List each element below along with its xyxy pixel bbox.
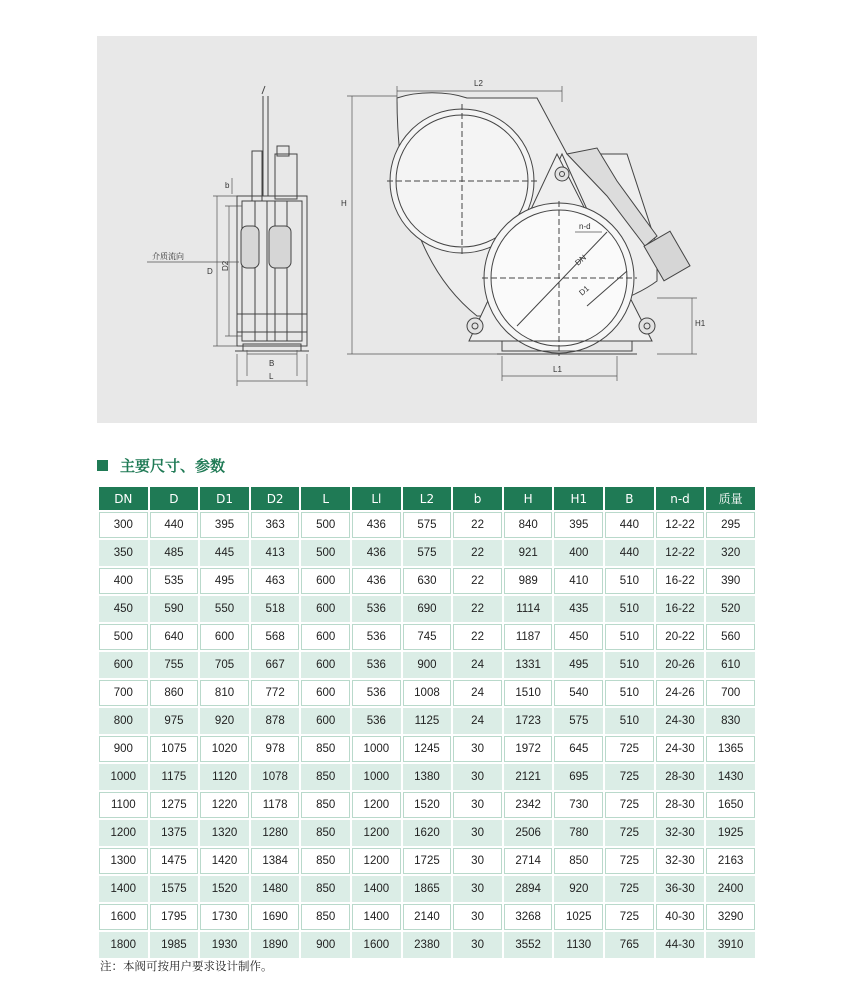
table-row (99, 512, 755, 538)
spec-table (97, 485, 757, 960)
table-cell: 510 (605, 652, 654, 678)
section-heading (97, 455, 225, 475)
table-cell: 1400 (99, 876, 148, 902)
table-cell: 536 (352, 680, 401, 706)
column-header: D1 (200, 487, 249, 510)
table-cell: 600 (99, 652, 148, 678)
table-cell: 600 (301, 680, 350, 706)
table-cell: 463 (251, 568, 300, 594)
technical-drawing (97, 36, 757, 423)
column-header: B (605, 487, 654, 510)
table-row (99, 596, 755, 622)
table-cell: 24 (453, 652, 502, 678)
table-cell: 1865 (403, 876, 452, 902)
table-cell: 700 (99, 680, 148, 706)
table-cell: 436 (352, 568, 401, 594)
table-cell: 435 (554, 596, 603, 622)
table-row (99, 792, 755, 818)
table-cell: 24 (453, 708, 502, 734)
table-cell: 500 (99, 624, 148, 650)
column-header: DN (99, 487, 148, 510)
table-cell: 30 (453, 736, 502, 762)
table-cell: 1380 (403, 764, 452, 790)
table-cell: 989 (504, 568, 553, 594)
table-cell: 3552 (504, 932, 553, 958)
table-cell: 1365 (706, 736, 755, 762)
dim-label-b-width: B (269, 359, 275, 368)
table-cell: 850 (301, 792, 350, 818)
table-cell: 2121 (504, 764, 553, 790)
table-cell: 978 (251, 736, 300, 762)
table-cell: 510 (605, 624, 654, 650)
table-cell: 320 (706, 540, 755, 566)
table-cell: 22 (453, 540, 502, 566)
table-cell: 725 (605, 736, 654, 762)
table-cell: 20-22 (656, 624, 705, 650)
table-cell: 295 (706, 512, 755, 538)
table-cell: 535 (150, 568, 199, 594)
table-cell: 600 (301, 568, 350, 594)
table-cell: 1930 (200, 932, 249, 958)
table-cell: 900 (301, 932, 350, 958)
table-cell: 667 (251, 652, 300, 678)
table-cell: 300 (99, 512, 148, 538)
table-cell: 850 (301, 736, 350, 762)
dim-label-l1: L1 (553, 365, 562, 374)
table-row (99, 764, 755, 790)
table-row (99, 568, 755, 594)
column-header: H1 (554, 487, 603, 510)
table-cell: 1520 (200, 876, 249, 902)
table-cell: 860 (150, 680, 199, 706)
table-cell: 28-30 (656, 792, 705, 818)
table-cell: 1320 (200, 820, 249, 846)
table-cell: 765 (605, 932, 654, 958)
dim-label-l2: L2 (474, 79, 483, 88)
table-cell: 1120 (200, 764, 249, 790)
table-cell: 575 (403, 540, 452, 566)
table-cell: 1400 (352, 876, 401, 902)
table-cell: 518 (251, 596, 300, 622)
dim-label-b: b (225, 181, 230, 190)
table-cell: 395 (554, 512, 603, 538)
table-cell: 1650 (706, 792, 755, 818)
table-body (99, 512, 755, 958)
table-cell: 1520 (403, 792, 452, 818)
table-cell: 600 (301, 652, 350, 678)
table-cell: 1178 (251, 792, 300, 818)
table-cell: 30 (453, 764, 502, 790)
table-cell: 2506 (504, 820, 553, 846)
table-cell: 600 (200, 624, 249, 650)
table-cell: 22 (453, 596, 502, 622)
table-cell: 1000 (352, 736, 401, 762)
table-cell: 536 (352, 708, 401, 734)
table-cell: 510 (605, 596, 654, 622)
table-row (99, 540, 755, 566)
column-header: b (453, 487, 502, 510)
table-cell: 755 (150, 652, 199, 678)
table-cell: 36-30 (656, 876, 705, 902)
table-cell: 12-22 (656, 512, 705, 538)
table-cell: 1220 (200, 792, 249, 818)
table-cell: 920 (200, 708, 249, 734)
flow-direction-label: 介质流向 (152, 252, 184, 261)
table-cell: 560 (706, 624, 755, 650)
table-header-row (99, 487, 755, 510)
table-cell: 2380 (403, 932, 452, 958)
table-cell: 568 (251, 624, 300, 650)
table-cell: 400 (99, 568, 148, 594)
table-cell: 810 (200, 680, 249, 706)
table-cell: 22 (453, 624, 502, 650)
table-cell: 1890 (251, 932, 300, 958)
table-cell: 730 (554, 792, 603, 818)
table-cell: 1400 (352, 904, 401, 930)
column-header: D2 (251, 487, 300, 510)
table-cell: 410 (554, 568, 603, 594)
table-cell: 600 (301, 624, 350, 650)
table-cell: 450 (99, 596, 148, 622)
table-cell: 30 (453, 904, 502, 930)
table-cell: 536 (352, 652, 401, 678)
table-row (99, 708, 755, 734)
table-cell: 12-22 (656, 540, 705, 566)
table-cell: 400 (554, 540, 603, 566)
table-cell: 590 (150, 596, 199, 622)
table-cell: 363 (251, 512, 300, 538)
table-cell: 3910 (706, 932, 755, 958)
table-cell: 390 (706, 568, 755, 594)
table-cell: 1475 (150, 848, 199, 874)
table-cell: 850 (301, 820, 350, 846)
dim-label-d2: D2 (221, 260, 230, 271)
table-cell: 1000 (352, 764, 401, 790)
table-cell: 1375 (150, 820, 199, 846)
dim-label-d1: D1 (577, 283, 591, 298)
table-cell: 772 (251, 680, 300, 706)
table-cell: 600 (301, 708, 350, 734)
table-cell: 500 (301, 512, 350, 538)
table-cell: 900 (99, 736, 148, 762)
table-cell: 1925 (706, 820, 755, 846)
table-row (99, 904, 755, 930)
dim-label-l: L (269, 372, 274, 381)
table-row (99, 876, 755, 902)
table-cell: 1078 (251, 764, 300, 790)
table-cell: 20-26 (656, 652, 705, 678)
table-cell: 2894 (504, 876, 553, 902)
column-header: H (504, 487, 553, 510)
table-cell: 2400 (706, 876, 755, 902)
table-row (99, 820, 755, 846)
table-cell: 1200 (352, 848, 401, 874)
table-cell: 850 (301, 904, 350, 930)
column-header: L2 (403, 487, 452, 510)
table-cell: 1620 (403, 820, 452, 846)
table-row (99, 624, 755, 650)
table-cell: 32-30 (656, 820, 705, 846)
table-cell: 495 (554, 652, 603, 678)
table-cell: 800 (99, 708, 148, 734)
table-cell: 695 (554, 764, 603, 790)
table-cell: 1100 (99, 792, 148, 818)
valve-drawing-svg (97, 36, 757, 423)
table-cell: 920 (554, 876, 603, 902)
table-cell: 630 (403, 568, 452, 594)
table-cell: 1800 (99, 932, 148, 958)
table-cell: 500 (301, 540, 350, 566)
table-cell: 16-22 (656, 596, 705, 622)
table-cell: 1480 (251, 876, 300, 902)
table-cell: 30 (453, 820, 502, 846)
table-cell: 1025 (554, 904, 603, 930)
column-header: 质量 (706, 487, 755, 510)
table-cell: 1130 (554, 932, 603, 958)
table-cell: 900 (403, 652, 452, 678)
table-cell: 1420 (200, 848, 249, 874)
table-cell: 28-30 (656, 764, 705, 790)
section-title: 主要尺寸、参数 (120, 456, 226, 475)
table-cell: 921 (504, 540, 553, 566)
table-cell: 2140 (403, 904, 452, 930)
table-cell: 510 (605, 708, 654, 734)
table-cell: 1972 (504, 736, 553, 762)
table-cell: 1187 (504, 624, 553, 650)
table-cell: 40-30 (656, 904, 705, 930)
table-cell: 1795 (150, 904, 199, 930)
table-cell: 495 (200, 568, 249, 594)
dim-label-n-d: n-d (579, 222, 591, 231)
table-cell: 510 (605, 568, 654, 594)
side-dimensions (147, 178, 307, 386)
table-cell: 3290 (706, 904, 755, 930)
table-cell: 2163 (706, 848, 755, 874)
side-view (235, 86, 309, 351)
table-cell: 440 (150, 512, 199, 538)
table-cell: 1600 (99, 904, 148, 930)
table-cell: 1430 (706, 764, 755, 790)
table-cell: 1300 (99, 848, 148, 874)
table-cell: 850 (554, 848, 603, 874)
table-cell: 780 (554, 820, 603, 846)
table-cell: 510 (605, 680, 654, 706)
table-cell: 24-30 (656, 708, 705, 734)
table-cell: 1245 (403, 736, 452, 762)
table-cell: 1725 (403, 848, 452, 874)
section-marker-icon (97, 460, 108, 471)
table-cell: 436 (352, 512, 401, 538)
table-cell: 1114 (504, 596, 553, 622)
table-cell: 24 (453, 680, 502, 706)
table-cell: 485 (150, 540, 199, 566)
table-cell: 640 (150, 624, 199, 650)
table-cell: 1575 (150, 876, 199, 902)
table-cell: 2342 (504, 792, 553, 818)
dim-label-d: D (207, 267, 213, 276)
table-cell: 440 (605, 540, 654, 566)
table-cell: 440 (605, 512, 654, 538)
table-row (99, 932, 755, 958)
table-cell: 3268 (504, 904, 553, 930)
table-cell: 830 (706, 708, 755, 734)
table-cell: 1510 (504, 680, 553, 706)
table-cell: 24-30 (656, 736, 705, 762)
table-cell: 32-30 (656, 848, 705, 874)
table-cell: 350 (99, 540, 148, 566)
table-cell: 550 (200, 596, 249, 622)
table-cell: 16-22 (656, 568, 705, 594)
table-cell: 2714 (504, 848, 553, 874)
table-cell: 24-26 (656, 680, 705, 706)
table-cell: 30 (453, 848, 502, 874)
table-cell: 436 (352, 540, 401, 566)
column-header: D (150, 487, 199, 510)
table-cell: 1020 (200, 736, 249, 762)
table-cell: 700 (706, 680, 755, 706)
table-cell: 1690 (251, 904, 300, 930)
table-cell: 536 (352, 596, 401, 622)
table-cell: 30 (453, 932, 502, 958)
table-cell: 610 (706, 652, 755, 678)
table-cell: 645 (554, 736, 603, 762)
table-cell: 1175 (150, 764, 199, 790)
table-cell: 22 (453, 568, 502, 594)
table-cell: 1723 (504, 708, 553, 734)
table-cell: 1280 (251, 820, 300, 846)
footnote: 注：本阀可按用户要求设计制作。 (100, 959, 273, 973)
table-cell: 1384 (251, 848, 300, 874)
table-cell: 725 (605, 792, 654, 818)
table-cell: 520 (706, 596, 755, 622)
table-cell: 1600 (352, 932, 401, 958)
table-cell: 1200 (352, 820, 401, 846)
table-cell: 413 (251, 540, 300, 566)
table-cell: 30 (453, 792, 502, 818)
front-view (387, 93, 690, 356)
table-cell: 975 (150, 708, 199, 734)
table-cell: 22 (453, 512, 502, 538)
table-cell: 725 (605, 764, 654, 790)
table-cell: 1331 (504, 652, 553, 678)
table-cell: 840 (504, 512, 553, 538)
table-cell: 850 (301, 848, 350, 874)
dim-label-h1: H1 (695, 319, 706, 328)
table-cell: 600 (301, 596, 350, 622)
table-cell: 690 (403, 596, 452, 622)
table-cell: 536 (352, 624, 401, 650)
table-cell: 705 (200, 652, 249, 678)
table-cell: 44-30 (656, 932, 705, 958)
table-cell: 1075 (150, 736, 199, 762)
table-row (99, 736, 755, 762)
table-cell: 540 (554, 680, 603, 706)
table-cell: 1985 (150, 932, 199, 958)
column-header: n-d (656, 487, 705, 510)
column-header: Ll (352, 487, 401, 510)
table-cell: 445 (200, 540, 249, 566)
table-cell: 850 (301, 764, 350, 790)
table-row (99, 680, 755, 706)
table-cell: 878 (251, 708, 300, 734)
table-row (99, 652, 755, 678)
table-row (99, 848, 755, 874)
table-cell: 575 (554, 708, 603, 734)
table-cell: 725 (605, 848, 654, 874)
table-cell: 1008 (403, 680, 452, 706)
table-cell: 850 (301, 876, 350, 902)
table-cell: 30 (453, 876, 502, 902)
dim-label-h: H (341, 199, 347, 208)
table-cell: 1730 (200, 904, 249, 930)
table-cell: 745 (403, 624, 452, 650)
table-cell: 450 (554, 624, 603, 650)
table-cell: 395 (200, 512, 249, 538)
table-cell: 1125 (403, 708, 452, 734)
table-cell: 725 (605, 820, 654, 846)
table-cell: 725 (605, 876, 654, 902)
table-cell: 1200 (352, 792, 401, 818)
column-header: L (301, 487, 350, 510)
table-cell: 1000 (99, 764, 148, 790)
table-cell: 1275 (150, 792, 199, 818)
table-cell: 575 (403, 512, 452, 538)
dim-label-dn: DN (573, 253, 589, 268)
table-cell: 725 (605, 904, 654, 930)
table-cell: 1200 (99, 820, 148, 846)
